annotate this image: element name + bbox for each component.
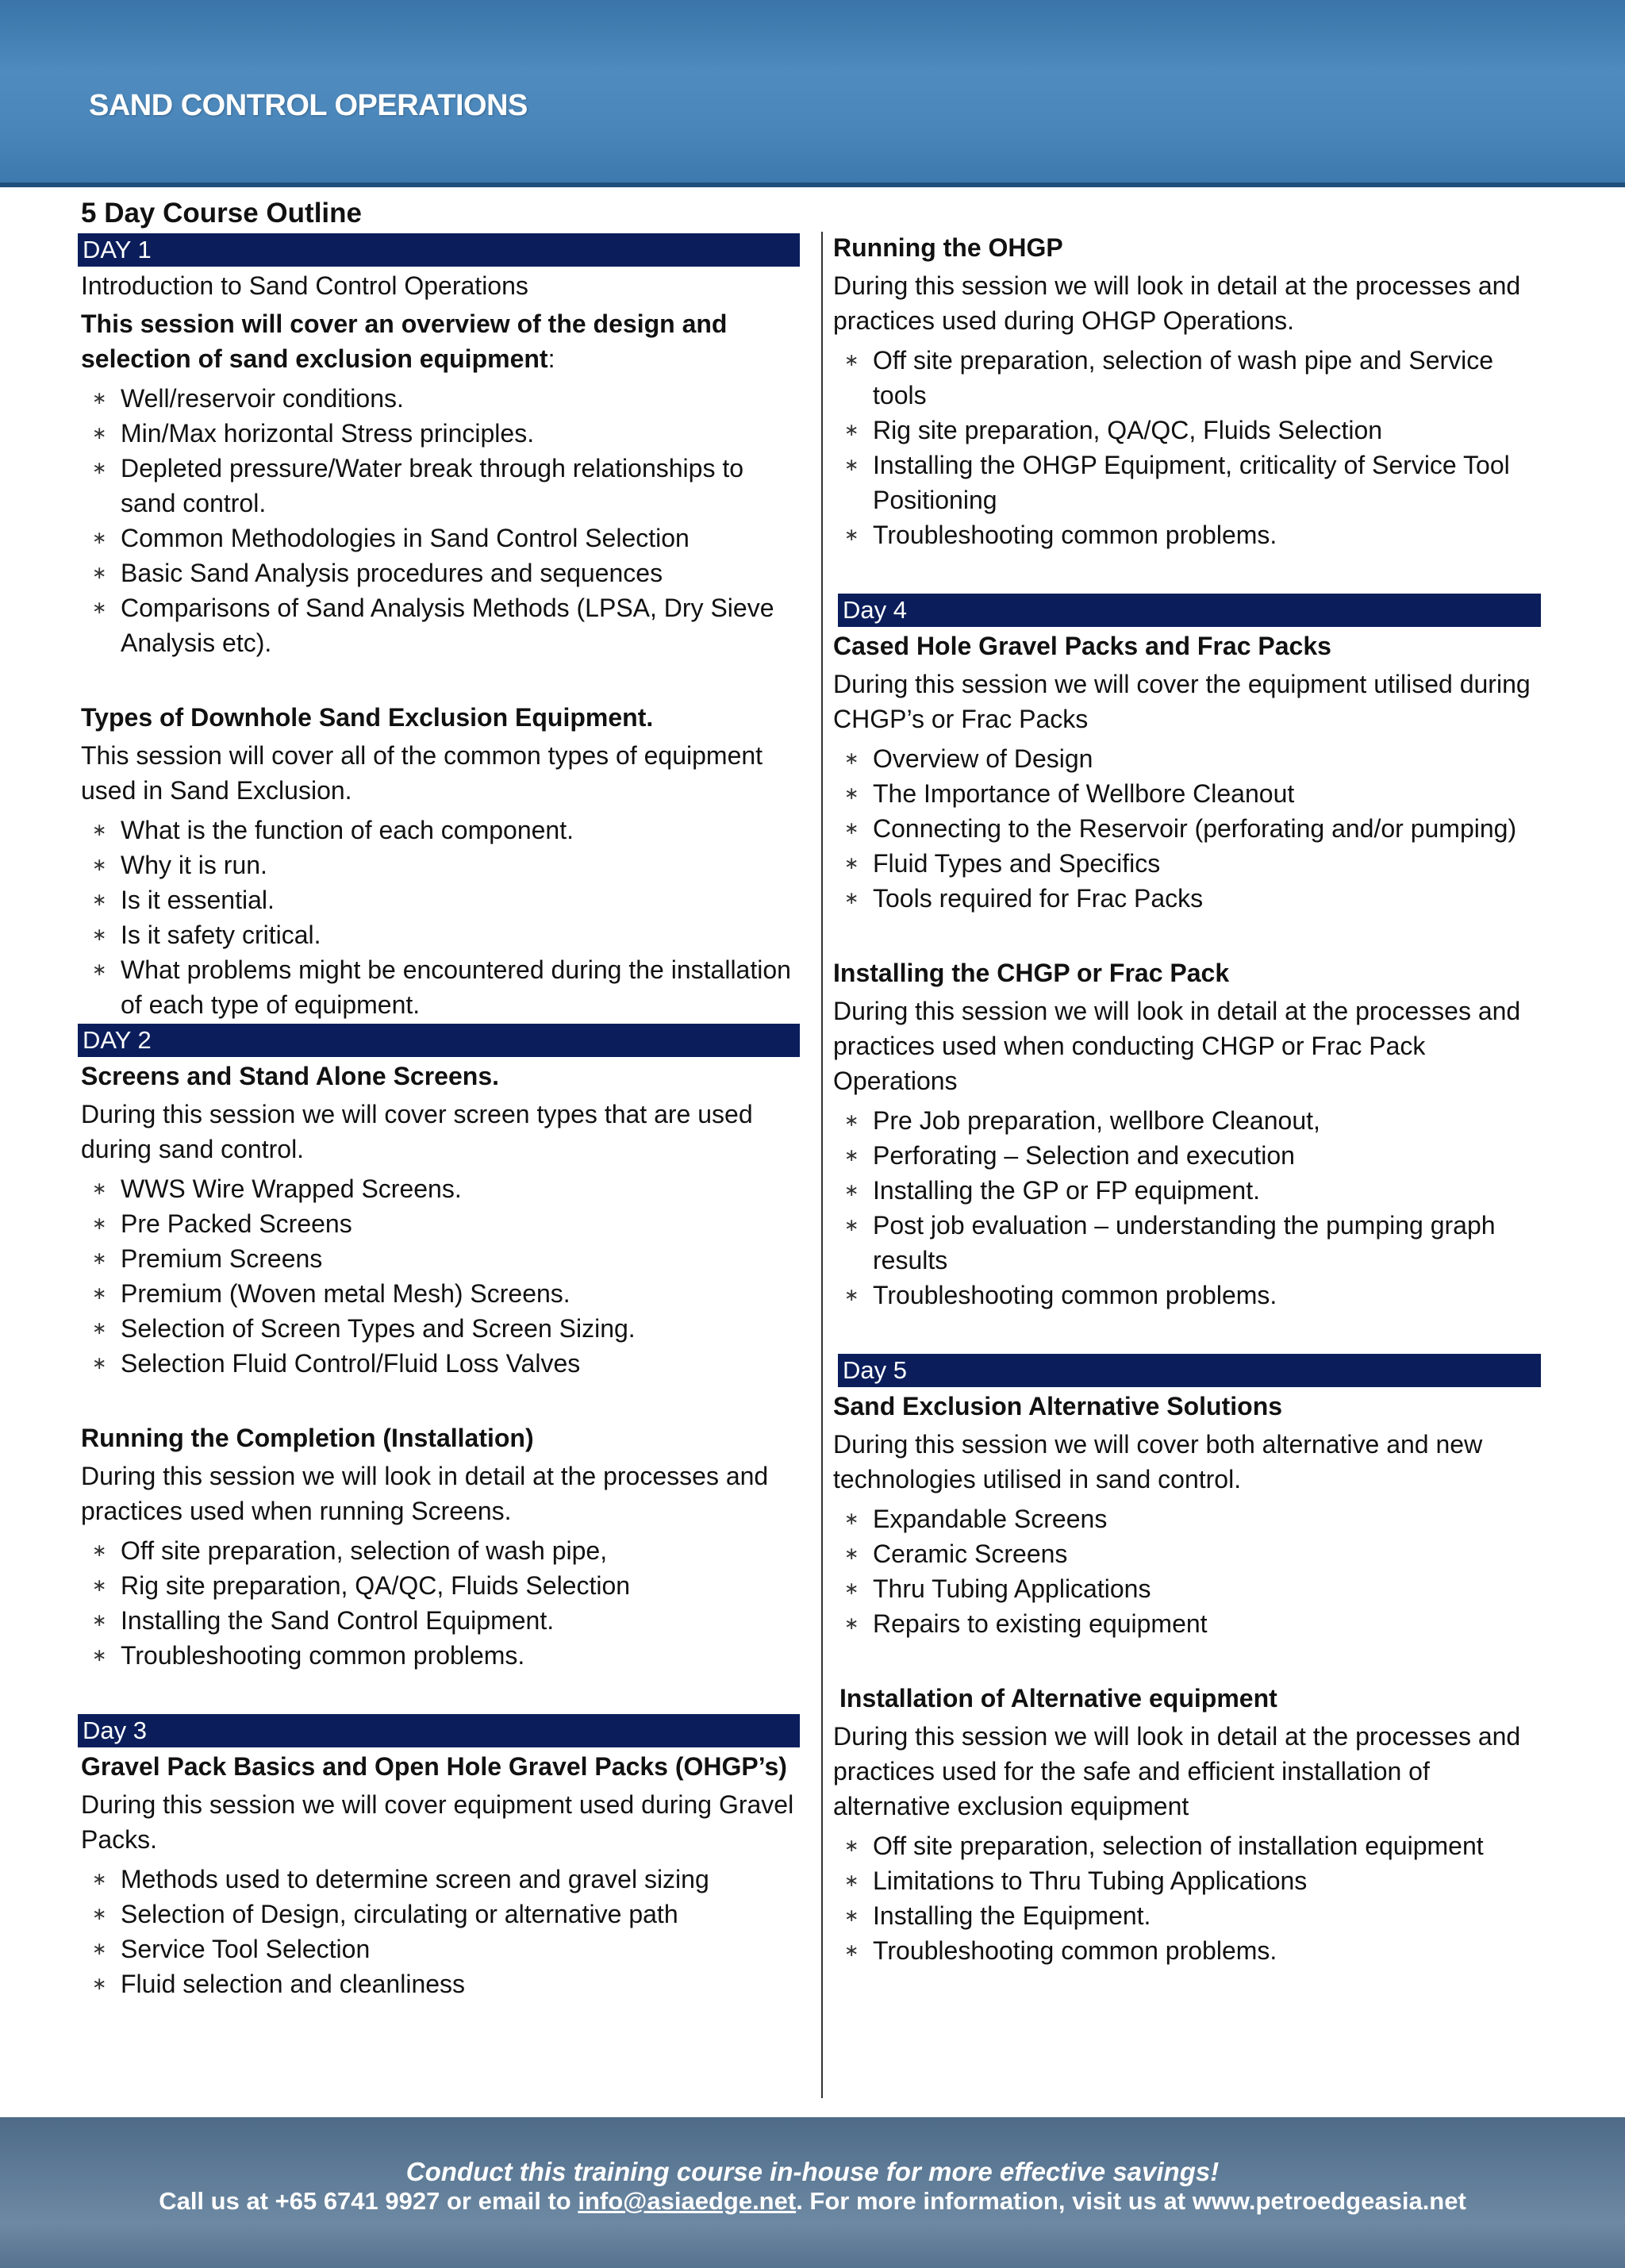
list-item [81,952,795,1022]
bullet-icon: ∗ [92,388,107,408]
bullet-icon: ∗ [92,1904,107,1924]
day4-s1-heading: Cased Hole Gravel Packs and Frac Packs [833,632,1331,660]
bullet-icon: ∗ [92,1974,107,1993]
bullet-icon: ∗ [844,818,859,838]
list-item [81,882,795,917]
day3-s2-heading: Running the OHGP [833,233,1063,262]
bullet-icon: ∗ [92,1575,107,1595]
list-item [833,846,1547,881]
list-item-text: Ceramic Screens [873,1540,1068,1568]
day1-s1-heading-bold: This session will cover an overview of the design and selection of sand exclusion equipment [81,309,728,373]
list-item [81,1932,795,1966]
list-item-text: Selection of Screen Types and Screen Sizing. [121,1314,636,1343]
header-title: SAND CONTROL OPERATIONS [89,89,528,122]
day1-s2-heading: Types of Downhole Sand Exclusion Equipment. [81,703,654,732]
bullet-icon: ∗ [844,1905,859,1925]
list-item-text: Installing the Sand Control Equipment. [121,1606,555,1635]
list-item [833,1501,1547,1536]
list-item-text: Tools required for Frac Packs [873,884,1204,913]
bullet-icon: ∗ [92,598,107,617]
list-item [833,413,1547,448]
day5-s2-heading: Installation of Alternative equipment [839,1684,1277,1713]
day2-s2-text: During this session we will look in detail at the processes and practices used when running Screens. [81,1462,769,1525]
list-item [833,1933,1547,1968]
footer-contact [0,2187,1625,2216]
bullet-icon: ∗ [844,1578,859,1598]
bullet-icon: ∗ [844,1285,859,1305]
list-item-text: Is it safety critical. [121,921,321,949]
list-item [81,917,795,952]
list-item [81,1966,795,2001]
list-item [833,1208,1547,1278]
day1-intro: Introduction to Sand Control Operations [81,271,528,300]
list-item-text: Thru Tubing Applications [873,1574,1151,1603]
list-item [81,590,795,660]
list-item [833,1606,1547,1641]
list-item [833,1278,1547,1313]
list-item-text: Connecting to the Reservoir (perforating and/or pumping) [873,814,1517,843]
day2-s1-list [81,1171,795,1381]
bullet-icon: ∗ [92,1318,107,1338]
bullet-icon: ∗ [92,890,107,909]
bullet-icon: ∗ [844,1110,859,1130]
footer-contact-post: . For more information, visit us at www.petroedgeasia.net [796,2187,1466,2215]
list-item [833,776,1547,811]
bullet-icon: ∗ [844,1836,859,1855]
list-item [81,1276,795,1311]
list-item [81,416,795,451]
bullet-icon: ∗ [92,423,107,443]
bullet-icon: ∗ [844,1543,859,1563]
bullet-icon: ∗ [92,458,107,478]
bullet-icon: ∗ [92,528,107,548]
day1-s2-text: This session will cover all of the common types of equipment used in Sand Exclusion. [81,741,763,805]
list-item-text: Overview of Design [873,744,1093,773]
day4-band: Day 4 [838,594,1541,627]
list-item-text: Expandable Screens [873,1505,1108,1533]
list-item [81,1171,795,1206]
day3-band: Day 3 [78,1714,800,1747]
bullet-icon: ∗ [844,1940,859,1960]
list-item [81,381,795,416]
list-item-text: Selection Fluid Control/Fluid Loss Valves [121,1349,581,1378]
left-column [81,195,795,2001]
list-item [81,1346,795,1381]
bullet-icon: ∗ [92,1248,107,1268]
list-item-text: Premium Screens [121,1244,323,1273]
list-item [833,881,1547,916]
day2-s2-list [81,1533,795,1673]
bullet-icon: ∗ [844,1215,859,1235]
list-item [81,1638,795,1673]
bullet-icon: ∗ [844,350,859,370]
list-item-text: Installing the GP or FP equipment. [873,1176,1260,1205]
bullet-icon: ∗ [844,853,859,873]
list-item-text: Troubleshooting common problems. [873,1281,1277,1309]
bullet-icon: ∗ [92,1645,107,1665]
list-item-text: Well/reservoir conditions. [121,384,404,413]
list-item [833,811,1547,846]
bullet-icon: ∗ [844,1870,859,1890]
list-item [833,343,1547,413]
day1-s1-list [81,381,795,660]
bullet-icon: ∗ [92,1939,107,1959]
column-divider [821,232,823,2098]
bullet-icon: ∗ [844,525,859,544]
day1-band: DAY 1 [78,233,800,267]
bullet-icon: ∗ [92,1178,107,1198]
list-item [81,1862,795,1897]
list-item-text: Off site preparation, selection of wash pipe and Service tools [873,346,1494,409]
day3-s1-heading: Gravel Pack Basics and Open Hole Gravel Packs (OHGP’s) [81,1752,787,1781]
day1-s2-list [81,813,795,1022]
list-item-text: Fluid selection and cleanliness [121,1970,466,1998]
day2-s2-heading: Running the Completion (Installation) [81,1424,534,1452]
day3-s1-list [81,1862,795,2001]
list-item-text: What is the function of each component. [121,816,574,844]
list-item [81,848,795,882]
list-item-text: Pre Packed Screens [121,1209,352,1238]
list-item-text: Troubleshooting common problems. [873,521,1277,549]
list-item-text: Pre Job preparation, wellbore Cleanout, [873,1106,1320,1135]
list-item [833,517,1547,552]
list-item-text: Fluid Types and Specifics [873,849,1161,878]
day5-s2-text: During this session we will look in detail at the processes and practices used for the safe and efficient installation of alternative exclusion equipment [833,1722,1521,1820]
list-item [81,555,795,590]
bullet-icon: ∗ [844,1613,859,1633]
list-item-text: Troubleshooting common problems. [873,1936,1277,1965]
day2-s1-text: During this session we will cover screen types that are used during sand control. [81,1100,753,1163]
day4-s2-list [833,1103,1547,1313]
bullet-icon: ∗ [844,1145,859,1165]
day1-s1-heading [81,306,795,376]
day2-s1-heading: Screens and Stand Alone Screens. [81,1062,499,1090]
list-item [833,1898,1547,1933]
list-item-text: Service Tool Selection [121,1935,371,1963]
day3-s1-text: During this session we will cover equipment used during Gravel Packs. [81,1790,794,1854]
list-item-text: Why it is run. [121,851,267,879]
list-item-text: WWS Wire Wrapped Screens. [121,1174,462,1203]
list-item-text: Limitations to Thru Tubing Applications [873,1866,1308,1895]
list-item-text: Methods used to determine screen and gravel sizing [121,1865,709,1893]
list-item-text: What problems might be encountered during the installation of each type of equipment. [121,955,791,1019]
list-item [81,1897,795,1932]
page-header [0,0,1625,187]
list-item [833,1828,1547,1863]
bullet-icon: ∗ [844,1180,859,1200]
list-item-text: Is it essential. [121,886,275,914]
bullet-icon: ∗ [844,455,859,475]
list-item [81,451,795,521]
list-item [81,1568,795,1603]
day3-s2-list [833,343,1547,552]
list-item [833,1536,1547,1571]
list-item [81,1603,795,1638]
list-item-text: Off site preparation, selection of wash pipe, [121,1536,608,1565]
list-item-text: Depleted pressure/Water break through relationships to sand control. [121,454,744,517]
day5-band: Day 5 [838,1354,1541,1387]
right-column [833,230,1547,1968]
email-link[interactable]: info@asiaedge.net [578,2187,797,2215]
list-item [81,521,795,555]
bullet-icon: ∗ [844,1509,859,1528]
bullet-icon: ∗ [844,783,859,803]
bullet-icon: ∗ [92,959,107,979]
day1-s1-heading-tail: : [547,344,555,373]
bullet-icon: ∗ [92,1213,107,1233]
bullet-icon: ∗ [92,1283,107,1303]
bullet-icon: ∗ [92,1610,107,1630]
bullet-icon: ∗ [92,563,107,582]
list-item [833,1103,1547,1138]
list-item [833,1138,1547,1173]
list-item-text: Post job evaluation – understanding the pumping graph results [873,1211,1496,1274]
list-item-text: Installing the OHGP Equipment, criticality of Service Tool Positioning [873,451,1510,514]
footer-contact-pre: Call us at +65 6741 9927 or email to [159,2187,578,2215]
list-item-text: Installing the Equipment. [873,1901,1151,1930]
list-item [81,1206,795,1241]
bullet-icon: ∗ [92,820,107,840]
day5-s1-heading: Sand Exclusion Alternative Solutions [833,1392,1283,1420]
list-item-text: Premium (Woven metal Mesh) Screens. [121,1279,570,1308]
list-item-text: Perforating – Selection and execution [873,1141,1295,1170]
list-item [833,741,1547,776]
list-item [81,1241,795,1276]
day5-s1-text: During this session we will cover both alternative and new technologies utilised in sand control. [833,1430,1483,1493]
list-item-text: Selection of Design, circulating or alternative path [121,1900,678,1928]
day3-s2-text: During this session we will look in detail at the processes and practices used during OHGP Operations. [833,271,1521,335]
bullet-icon: ∗ [844,888,859,908]
list-item [833,1571,1547,1606]
list-item-text: Comparisons of Sand Analysis Methods (LPSA, Dry Sieve Analysis etc). [121,594,774,657]
list-item [81,813,795,848]
outline-title: 5 Day Course Outline [81,198,362,229]
list-item [833,1173,1547,1208]
list-item-text: Common Methodologies in Sand Control Selection [121,524,690,552]
list-item-text: Rig site preparation, QA/QC, Fluids Selection [121,1571,631,1600]
day4-s1-text: During this session we will cover the equipment utilised during CHGP’s or Frac Packs [833,670,1531,733]
day2-band: DAY 2 [78,1024,800,1057]
list-item [81,1533,795,1568]
list-item-text: The Importance of Wellbore Cleanout [873,779,1295,808]
footer-promo: Conduct this training course in-house for more effective savings! [405,2157,1220,2186]
list-item-text: Rig site preparation, QA/QC, Fluids Selection [873,416,1383,444]
bullet-icon: ∗ [92,1869,107,1889]
bullet-icon: ∗ [92,1353,107,1373]
day5-s1-list [833,1501,1547,1641]
bullet-icon: ∗ [92,1540,107,1560]
bullet-icon: ∗ [92,855,107,875]
list-item [833,448,1547,517]
list-item [81,1311,795,1346]
list-item-text: Basic Sand Analysis procedures and sequences [121,559,663,587]
day4-s2-text: During this session we will look in detail at the processes and practices used when conducting CHGP or Frac Pack Operations [833,997,1521,1095]
list-item-text: Repairs to existing equipment [873,1609,1208,1638]
list-item-text: Off site preparation, selection of installation equipment [873,1832,1484,1860]
day4-s1-list [833,741,1547,916]
bullet-icon: ∗ [844,748,859,768]
list-item-text: Min/Max horizontal Stress principles. [121,419,535,448]
list-item-text: Troubleshooting common problems. [121,1641,525,1670]
bullet-icon: ∗ [92,924,107,944]
list-item [833,1863,1547,1898]
bullet-icon: ∗ [844,420,859,440]
day5-s2-list [833,1828,1547,1968]
day4-s2-heading: Installing the CHGP or Frac Pack [833,959,1230,987]
